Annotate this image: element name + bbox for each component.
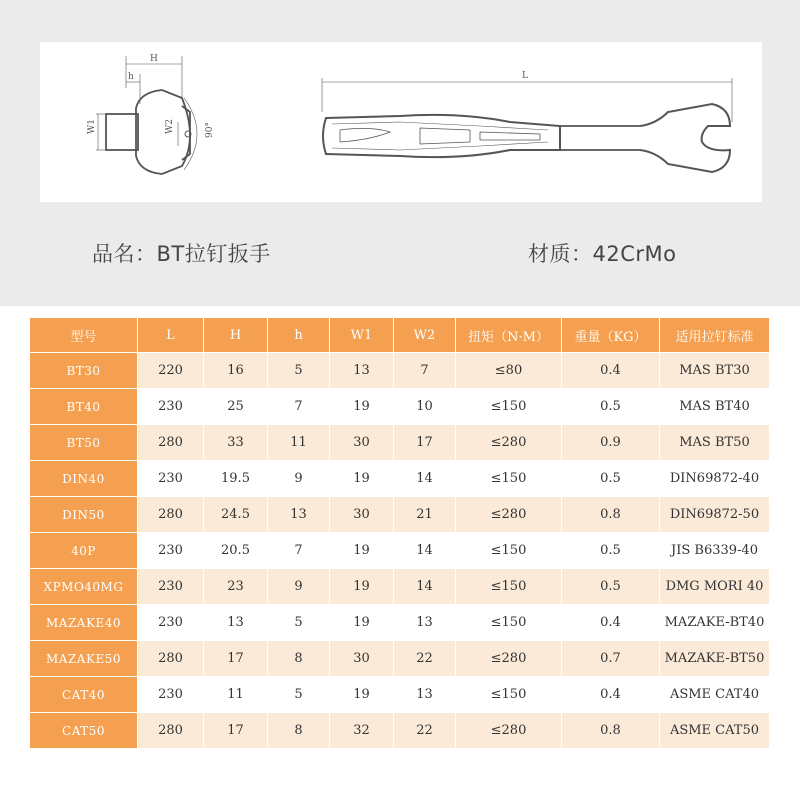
header-h: h bbox=[268, 318, 330, 353]
cell-weight: 0.5 bbox=[562, 533, 660, 569]
cell-model: XPMO40MG bbox=[30, 569, 138, 605]
cell-standard: MAS BT50 bbox=[660, 425, 770, 461]
table-body bbox=[30, 353, 770, 749]
cell-W2: 14 bbox=[394, 533, 456, 569]
cell-L: 280 bbox=[138, 425, 204, 461]
cell-L: 230 bbox=[138, 677, 204, 713]
cell-W2: 13 bbox=[394, 605, 456, 641]
specification-table bbox=[30, 318, 770, 749]
cell-W1: 30 bbox=[330, 425, 394, 461]
header-W2: W2 bbox=[394, 318, 456, 353]
cell-standard: MAZAKE-BT50 bbox=[660, 641, 770, 677]
cell-L: 220 bbox=[138, 353, 204, 389]
dim-label-W1: W1 bbox=[87, 119, 97, 134]
header-L: L bbox=[138, 318, 204, 353]
cell-W2: 21 bbox=[394, 497, 456, 533]
cell-model: DIN40 bbox=[30, 461, 138, 497]
cell-weight: 0.5 bbox=[562, 569, 660, 605]
cell-torque: ≤150 bbox=[456, 569, 562, 605]
cell-H: 11 bbox=[204, 677, 268, 713]
header-model: 型号 bbox=[30, 318, 138, 353]
dim-label-h: h bbox=[128, 72, 134, 82]
cell-weight: 0.5 bbox=[562, 389, 660, 425]
cell-H: 33 bbox=[204, 425, 268, 461]
table-row bbox=[30, 497, 770, 533]
cell-H: 24.5 bbox=[204, 497, 268, 533]
cell-weight: 0.7 bbox=[562, 641, 660, 677]
cell-W1: 19 bbox=[330, 605, 394, 641]
dim-label-H: H bbox=[150, 54, 158, 64]
cell-standard: DIN69872-40 bbox=[660, 461, 770, 497]
cell-W1: 30 bbox=[330, 641, 394, 677]
cell-L: 230 bbox=[138, 569, 204, 605]
cell-W1: 19 bbox=[330, 533, 394, 569]
cell-H: 17 bbox=[204, 713, 268, 749]
cell-model: MAZAKE50 bbox=[30, 641, 138, 677]
cell-H: 20.5 bbox=[204, 533, 268, 569]
cell-h: 8 bbox=[268, 641, 330, 677]
cell-standard: MAS BT30 bbox=[660, 353, 770, 389]
cell-standard: DMG MORI 40 bbox=[660, 569, 770, 605]
table-row bbox=[30, 713, 770, 749]
cell-torque: ≤150 bbox=[456, 533, 562, 569]
product-material: 材质：42CrMo bbox=[528, 242, 677, 266]
cell-torque: ≤150 bbox=[456, 605, 562, 641]
cell-weight: 0.4 bbox=[562, 677, 660, 713]
cell-weight: 0.9 bbox=[562, 425, 660, 461]
cell-L: 280 bbox=[138, 497, 204, 533]
product-name: 品名：BT拉钉扳手 bbox=[92, 242, 271, 266]
dim-label-W2: W2 bbox=[165, 119, 175, 134]
cell-W2: 7 bbox=[394, 353, 456, 389]
cell-h: 5 bbox=[268, 353, 330, 389]
cell-W2: 14 bbox=[394, 461, 456, 497]
dim-label-L: L bbox=[522, 71, 528, 81]
cell-model: 40P bbox=[30, 533, 138, 569]
cell-standard: MAZAKE-BT40 bbox=[660, 605, 770, 641]
cell-W2: 17 bbox=[394, 425, 456, 461]
technical-drawing bbox=[40, 42, 762, 202]
table-row bbox=[30, 677, 770, 713]
cell-h: 7 bbox=[268, 533, 330, 569]
cell-torque: ≤150 bbox=[456, 677, 562, 713]
cell-W2: 14 bbox=[394, 569, 456, 605]
cell-weight: 0.5 bbox=[562, 461, 660, 497]
cell-h: 13 bbox=[268, 497, 330, 533]
table-row bbox=[30, 389, 770, 425]
header-W1: W1 bbox=[330, 318, 394, 353]
dim-label-angle: 90° bbox=[205, 122, 215, 138]
cell-H: 13 bbox=[204, 605, 268, 641]
cell-standard: MAS BT40 bbox=[660, 389, 770, 425]
cell-W2: 22 bbox=[394, 641, 456, 677]
cell-torque: ≤280 bbox=[456, 713, 562, 749]
cell-H: 19.5 bbox=[204, 461, 268, 497]
cell-torque: ≤150 bbox=[456, 389, 562, 425]
cell-weight: 0.8 bbox=[562, 713, 660, 749]
cell-torque: ≤80 bbox=[456, 353, 562, 389]
wrench-drawing bbox=[322, 78, 732, 172]
cell-model: CAT50 bbox=[30, 713, 138, 749]
cell-h: 7 bbox=[268, 389, 330, 425]
cell-H: 25 bbox=[204, 389, 268, 425]
cell-model: CAT40 bbox=[30, 677, 138, 713]
cell-h: 5 bbox=[268, 677, 330, 713]
cell-L: 230 bbox=[138, 533, 204, 569]
cell-weight: 0.4 bbox=[562, 605, 660, 641]
cell-standard: JIS B6339-40 bbox=[660, 533, 770, 569]
cell-L: 280 bbox=[138, 713, 204, 749]
cell-W1: 19 bbox=[330, 389, 394, 425]
cell-model: MAZAKE40 bbox=[30, 605, 138, 641]
cell-model: DIN50 bbox=[30, 497, 138, 533]
cell-L: 230 bbox=[138, 461, 204, 497]
cell-h: 9 bbox=[268, 569, 330, 605]
cell-W1: 30 bbox=[330, 497, 394, 533]
cell-standard: DIN69872-50 bbox=[660, 497, 770, 533]
cell-h: 9 bbox=[268, 461, 330, 497]
cell-h: 8 bbox=[268, 713, 330, 749]
cell-W1: 19 bbox=[330, 461, 394, 497]
header-standard: 适用拉钉标准 bbox=[660, 318, 770, 353]
cell-L: 230 bbox=[138, 389, 204, 425]
technical-drawing-panel bbox=[40, 42, 762, 202]
table-header-row bbox=[30, 318, 770, 353]
cell-standard: ASME CAT50 bbox=[660, 713, 770, 749]
table-row bbox=[30, 425, 770, 461]
cell-H: 16 bbox=[204, 353, 268, 389]
cell-h: 11 bbox=[268, 425, 330, 461]
cell-model: BT40 bbox=[30, 389, 138, 425]
cell-torque: ≤150 bbox=[456, 461, 562, 497]
header-torque: 扭矩（N·M） bbox=[456, 318, 562, 353]
cell-torque: ≤280 bbox=[456, 497, 562, 533]
header-H: H bbox=[204, 318, 268, 353]
pull-stud-drawing bbox=[96, 56, 197, 174]
cell-W1: 19 bbox=[330, 569, 394, 605]
header-weight: 重量（KG） bbox=[562, 318, 660, 353]
table-row bbox=[30, 353, 770, 389]
cell-torque: ≤280 bbox=[456, 425, 562, 461]
cell-model: BT30 bbox=[30, 353, 138, 389]
cell-weight: 0.4 bbox=[562, 353, 660, 389]
cell-H: 23 bbox=[204, 569, 268, 605]
table-row bbox=[30, 605, 770, 641]
cell-model: BT50 bbox=[30, 425, 138, 461]
cell-W2: 22 bbox=[394, 713, 456, 749]
cell-standard: ASME CAT40 bbox=[660, 677, 770, 713]
cell-H: 17 bbox=[204, 641, 268, 677]
cell-L: 230 bbox=[138, 605, 204, 641]
table-row bbox=[30, 641, 770, 677]
cell-torque: ≤280 bbox=[456, 641, 562, 677]
table-row bbox=[30, 533, 770, 569]
table-row bbox=[30, 461, 770, 497]
cell-W1: 13 bbox=[330, 353, 394, 389]
cell-L: 280 bbox=[138, 641, 204, 677]
table-row bbox=[30, 569, 770, 605]
cell-W2: 13 bbox=[394, 677, 456, 713]
cell-weight: 0.8 bbox=[562, 497, 660, 533]
cell-W1: 19 bbox=[330, 677, 394, 713]
cell-W2: 10 bbox=[394, 389, 456, 425]
cell-W1: 32 bbox=[330, 713, 394, 749]
cell-h: 5 bbox=[268, 605, 330, 641]
